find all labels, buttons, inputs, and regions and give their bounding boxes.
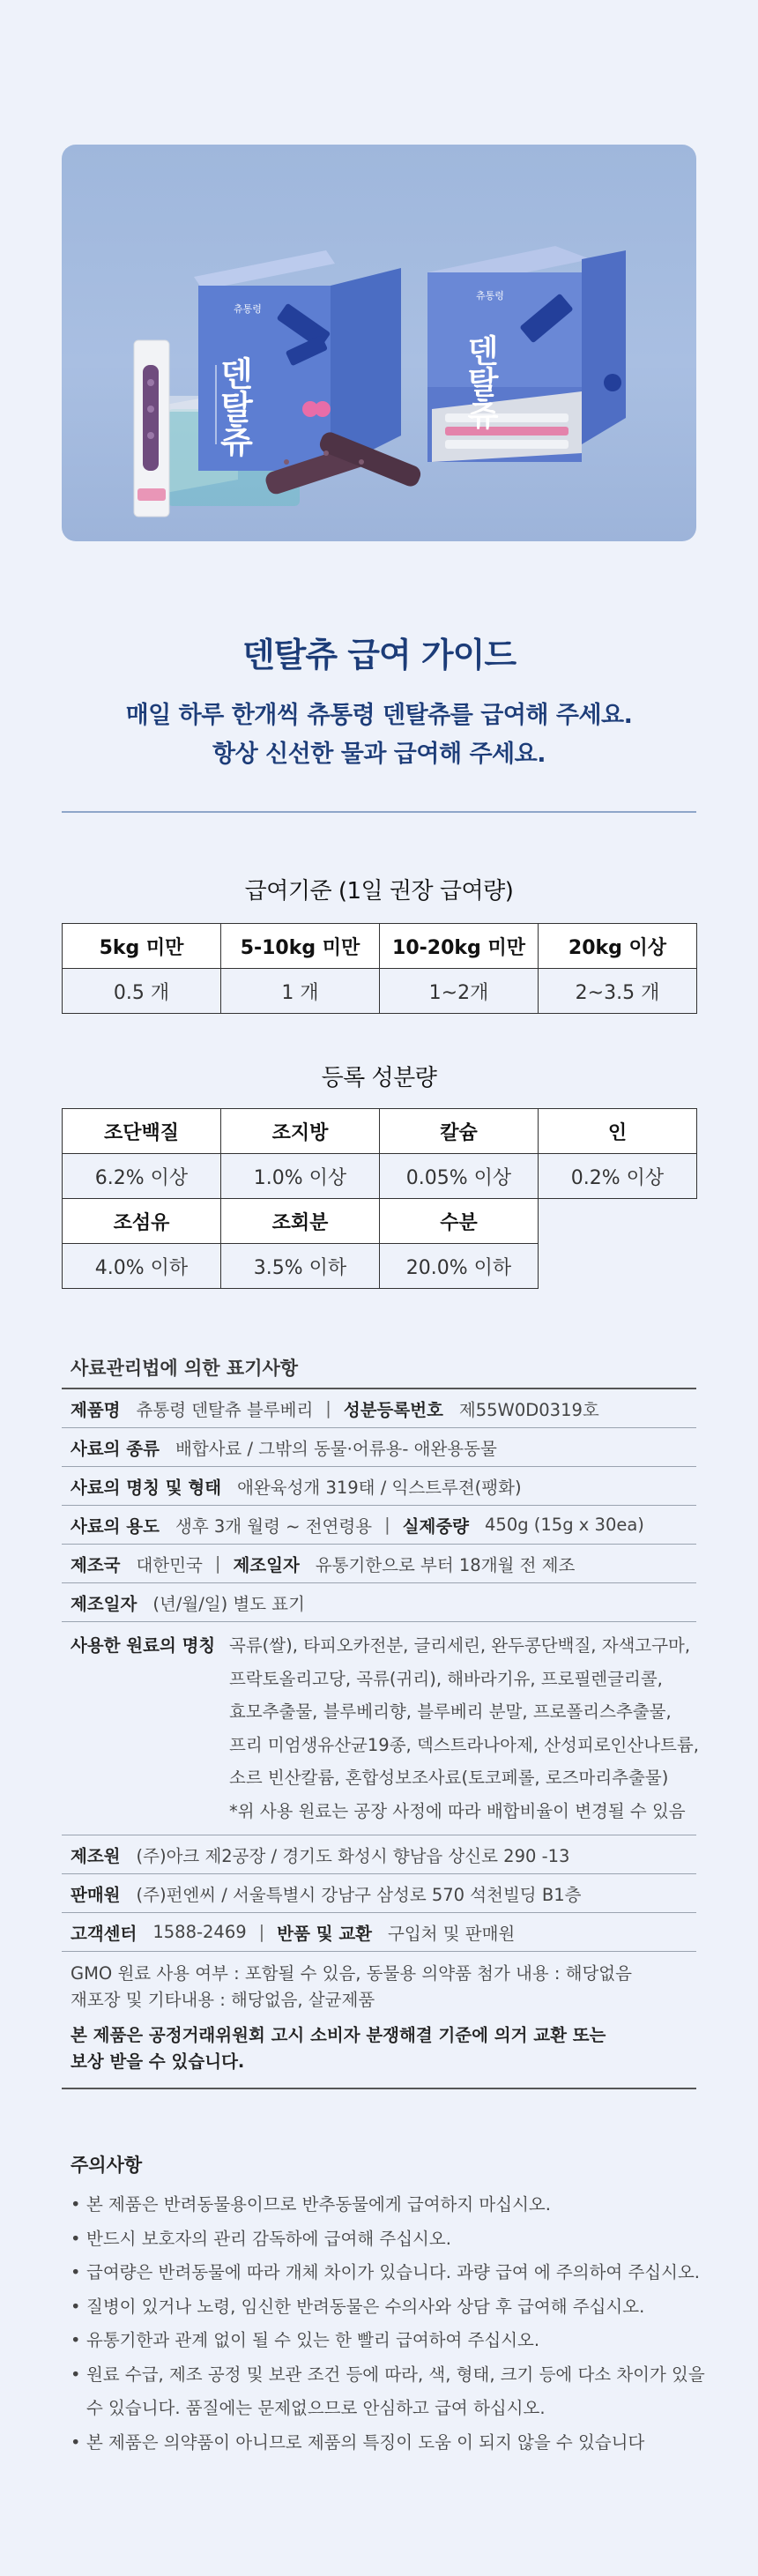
bullet: • bbox=[71, 2364, 81, 2385]
table-header-cell: 조지방 bbox=[221, 1109, 380, 1154]
bullet: • bbox=[71, 2330, 81, 2350]
legal-row-use bbox=[62, 1506, 696, 1545]
customer-service-label: 고객센터 bbox=[71, 1923, 137, 1944]
caution-item bbox=[71, 2256, 705, 2290]
guide-subtitle bbox=[0, 696, 758, 774]
brand-text-right: 츄통령 bbox=[476, 290, 504, 302]
table-row bbox=[63, 1109, 697, 1154]
bullet: • bbox=[71, 2194, 81, 2215]
legal-notes bbox=[62, 1952, 696, 2089]
table-row bbox=[63, 1199, 697, 1244]
caution-item bbox=[71, 2426, 705, 2461]
customer-service-phone: 1588-2469 bbox=[152, 1922, 247, 1942]
caution-item bbox=[71, 2222, 705, 2257]
caution-item bbox=[71, 2358, 705, 2426]
caution-item bbox=[71, 2290, 705, 2325]
product-box-left bbox=[194, 250, 401, 471]
manufacture-date-value: 유통기한으로 부터 18개월 전 제조 bbox=[315, 1554, 576, 1575]
feed-kind-value: 배합사료 / 그밖의 동물·어류용- 애완용동물 bbox=[175, 1438, 497, 1459]
bullet: • bbox=[71, 2228, 81, 2249]
legal-row-customer-service bbox=[62, 1913, 696, 1952]
table-cell: 1~2개 bbox=[380, 969, 539, 1014]
section-divider bbox=[62, 811, 696, 813]
caution-item bbox=[71, 2188, 705, 2222]
stick-package bbox=[134, 340, 169, 517]
ingredients-table bbox=[62, 1108, 697, 1289]
return-value: 구입처 및 판매원 bbox=[388, 1923, 516, 1944]
table-row bbox=[63, 1244, 697, 1289]
registration-label: 성분등록번호 bbox=[343, 1399, 443, 1420]
table-cell: 0.5 개 bbox=[63, 969, 221, 1014]
feeding-table bbox=[62, 923, 697, 1014]
country-label: 제조국 bbox=[71, 1554, 121, 1575]
legal-row-expiry bbox=[62, 1583, 696, 1622]
separator: | bbox=[214, 1553, 221, 1574]
feed-kind-label: 사료의 종류 bbox=[71, 1438, 160, 1459]
table-empty-cell bbox=[539, 1244, 697, 1289]
product-photo bbox=[62, 145, 696, 541]
legal-row-seller bbox=[62, 1874, 696, 1913]
table-header-cell: 조회분 bbox=[221, 1199, 380, 1244]
materials-line: 소르 빈산칼륨, 혼합성보조사료(토코페롤, 로즈마리추출물) bbox=[229, 1768, 669, 1788]
table-header-cell: 5kg 미만 bbox=[63, 924, 221, 969]
materials-line: 효모추출물, 블루베리향, 블루베리 분말, 프로폴리스추출물, bbox=[229, 1701, 672, 1722]
legal-row-product bbox=[62, 1389, 696, 1428]
maker-label: 제조원 bbox=[71, 1845, 121, 1866]
legal-row-materials bbox=[62, 1622, 699, 1835]
materials-line: *위 사용 원료는 공장 사정에 따라 배합비율이 변경될 수 있음 bbox=[229, 1800, 686, 1821]
country-value: 대한민국 bbox=[136, 1554, 203, 1575]
table-header-cell: 조단백질 bbox=[63, 1109, 221, 1154]
bullet: • bbox=[71, 2262, 81, 2282]
seller-label: 판매원 bbox=[71, 1884, 121, 1905]
separator: | bbox=[258, 1922, 265, 1942]
legal-row-country bbox=[62, 1545, 696, 1583]
product-name-value: 츄통령 덴탈츄 블루베리 bbox=[136, 1399, 314, 1420]
gmo-line: 재포장 및 기타내용 : 해당없음, 살균제품 bbox=[71, 1990, 375, 2010]
bullet: • bbox=[71, 2431, 81, 2453]
table-row bbox=[63, 1154, 697, 1199]
bullet: • bbox=[71, 2296, 81, 2317]
guide-title: 덴탈츄 급여 가이드 bbox=[242, 636, 516, 674]
gmo-line: GMO 원료 사용 여부 : 포함될 수 있음, 동물용 의약품 첨가 내용 : 해당없음 bbox=[71, 1963, 632, 1984]
product-illustration bbox=[62, 145, 696, 541]
caution-text: 급여량은 반려동물에 따라 개체 차이가 있습니다. 과량 급여 에 주의하여 주십시오. bbox=[86, 2262, 701, 2282]
guide-subtitle-line: 매일 하루 한개씩 츄통령 덴탈츄를 급여해 주세요. bbox=[125, 702, 633, 729]
table-header-cell: 칼슘 bbox=[380, 1109, 539, 1154]
caution-section bbox=[71, 2151, 705, 2460]
expiry-value: (년/월/일) 별도 표기 bbox=[152, 1593, 305, 1614]
table-header-cell: 조섬유 bbox=[63, 1199, 221, 1244]
registration-value: 제55W0D0319호 bbox=[458, 1399, 599, 1420]
table-header-cell: 10-20kg 미만 bbox=[380, 924, 539, 969]
table-cell: 0.05% 이상 bbox=[380, 1154, 539, 1199]
notice-line: 본 제품은 공정거래위원회 고시 소비자 분쟁해결 기준에 의거 교환 또는 bbox=[71, 2025, 606, 2045]
notice-line: 보상 받을 수 있습니다. bbox=[71, 2051, 245, 2072]
table-empty-cell bbox=[539, 1199, 697, 1244]
legal-row-maker bbox=[62, 1835, 696, 1874]
table-cell: 3.5% 이하 bbox=[221, 1244, 380, 1289]
brand-text-left: 츄통령 bbox=[234, 303, 262, 315]
table-header-cell: 인 bbox=[539, 1109, 697, 1154]
caution-title: 주의사항 bbox=[71, 2155, 143, 2176]
table-cell: 6.2% 이상 bbox=[63, 1154, 221, 1199]
separator: | bbox=[384, 1515, 390, 1535]
feed-name-label: 사료의 명칭 및 형태 bbox=[71, 1477, 222, 1498]
legal-label-title: 사료관리법에 의한 표기사항 bbox=[71, 1358, 299, 1379]
table-cell: 1.0% 이상 bbox=[221, 1154, 380, 1199]
table-row bbox=[63, 969, 697, 1014]
legal-row-kind bbox=[62, 1428, 696, 1467]
caution-text: 원료 수급, 제조 공정 및 보관 조건 등에 따라, 색, 형태, 크기 등에 다소 차이가 있을 수 있습니다. 품질에는 문제없으므로 안심하고 급여 하십시오. bbox=[86, 2364, 705, 2418]
table-cell: 20.0% 이하 bbox=[380, 1244, 539, 1289]
materials-line: 곡류(쌀), 타피오카전분, 글리세린, 완두콩단백질, 자색고구마, bbox=[229, 1635, 691, 1656]
product-name-right: 덴탈츄 bbox=[462, 334, 499, 429]
table-header-cell: 수분 bbox=[380, 1199, 539, 1244]
caution-text: 유통기한과 관계 없이 될 수 있는 한 빨리 급여하여 주십시오. bbox=[86, 2330, 540, 2350]
feed-use-value: 생후 3개 월령 ~ 전연령용 bbox=[175, 1515, 373, 1537]
manufacture-date-label: 제조일자 bbox=[233, 1554, 300, 1575]
table-cell: 0.2% 이상 bbox=[539, 1154, 697, 1199]
feed-use-label: 사료의 용도 bbox=[71, 1515, 160, 1537]
caution-text: 본 제품은 반려동물용이므로 반추동물에게 급여하지 마십시오. bbox=[86, 2194, 551, 2215]
legal-row-name bbox=[62, 1467, 696, 1506]
caution-text: 본 제품은 의약품이 아니므로 제품의 특징이 도움 이 되지 않을 수 있습니다 bbox=[86, 2431, 645, 2453]
caution-text: 반드시 보호자의 관리 감독하에 급여해 주십시오. bbox=[86, 2228, 451, 2249]
maker-value: (주)아크 제2공장 / 경기도 화성시 향남읍 상신로 290 -13 bbox=[136, 1845, 570, 1866]
table-header-cell: 20kg 이상 bbox=[539, 924, 697, 969]
table-row bbox=[63, 924, 697, 969]
separator: | bbox=[325, 1398, 331, 1418]
guide-subtitle-line: 항상 신선한 물과 급여해 주세요. bbox=[212, 741, 546, 768]
caution-item bbox=[71, 2324, 705, 2358]
materials-list bbox=[229, 1629, 699, 1828]
table-cell: 1 개 bbox=[221, 969, 380, 1014]
table-cell: 2~3.5 개 bbox=[539, 969, 697, 1014]
materials-label: 사용한 원료의 명칭 bbox=[71, 1635, 216, 1656]
product-box-right bbox=[427, 246, 626, 462]
product-name-label: 제품명 bbox=[71, 1399, 121, 1420]
materials-line: 프리 미엄생유산균19종, 덱스트라나아제, 산성피로인산나트륨, bbox=[229, 1734, 699, 1755]
feeding-title: 급여기준 (1일 권장 급여량) bbox=[244, 878, 514, 905]
return-label: 반품 및 교환 bbox=[277, 1923, 372, 1944]
weight-label: 실제중량 bbox=[402, 1515, 469, 1537]
expiry-label: 제조일자 bbox=[71, 1593, 137, 1614]
legal-label-section bbox=[62, 1349, 699, 2089]
ingredients-title: 등록 성분량 bbox=[321, 1065, 437, 1091]
feed-name-value: 애완육성개 319태 / 익스트루젼(팽화) bbox=[237, 1477, 522, 1498]
product-name-left: 덴탈츄 bbox=[214, 356, 253, 457]
materials-line: 프락토올리고당, 곡류(귀리), 해바라기유, 프로필렌글리콜, bbox=[229, 1668, 663, 1689]
table-cell: 4.0% 이하 bbox=[63, 1244, 221, 1289]
table-header-cell: 5-10kg 미만 bbox=[221, 924, 380, 969]
seller-value: (주)펀엔씨 / 서울특별시 강남구 삼성로 570 석천빌딩 B1층 bbox=[136, 1884, 582, 1905]
weight-value: 450g (15g x 30ea) bbox=[485, 1515, 644, 1535]
caution-text: 질병이 있거나 노령, 임신한 반려동물은 수의사와 상담 후 급여해 주십시오. bbox=[86, 2296, 645, 2317]
